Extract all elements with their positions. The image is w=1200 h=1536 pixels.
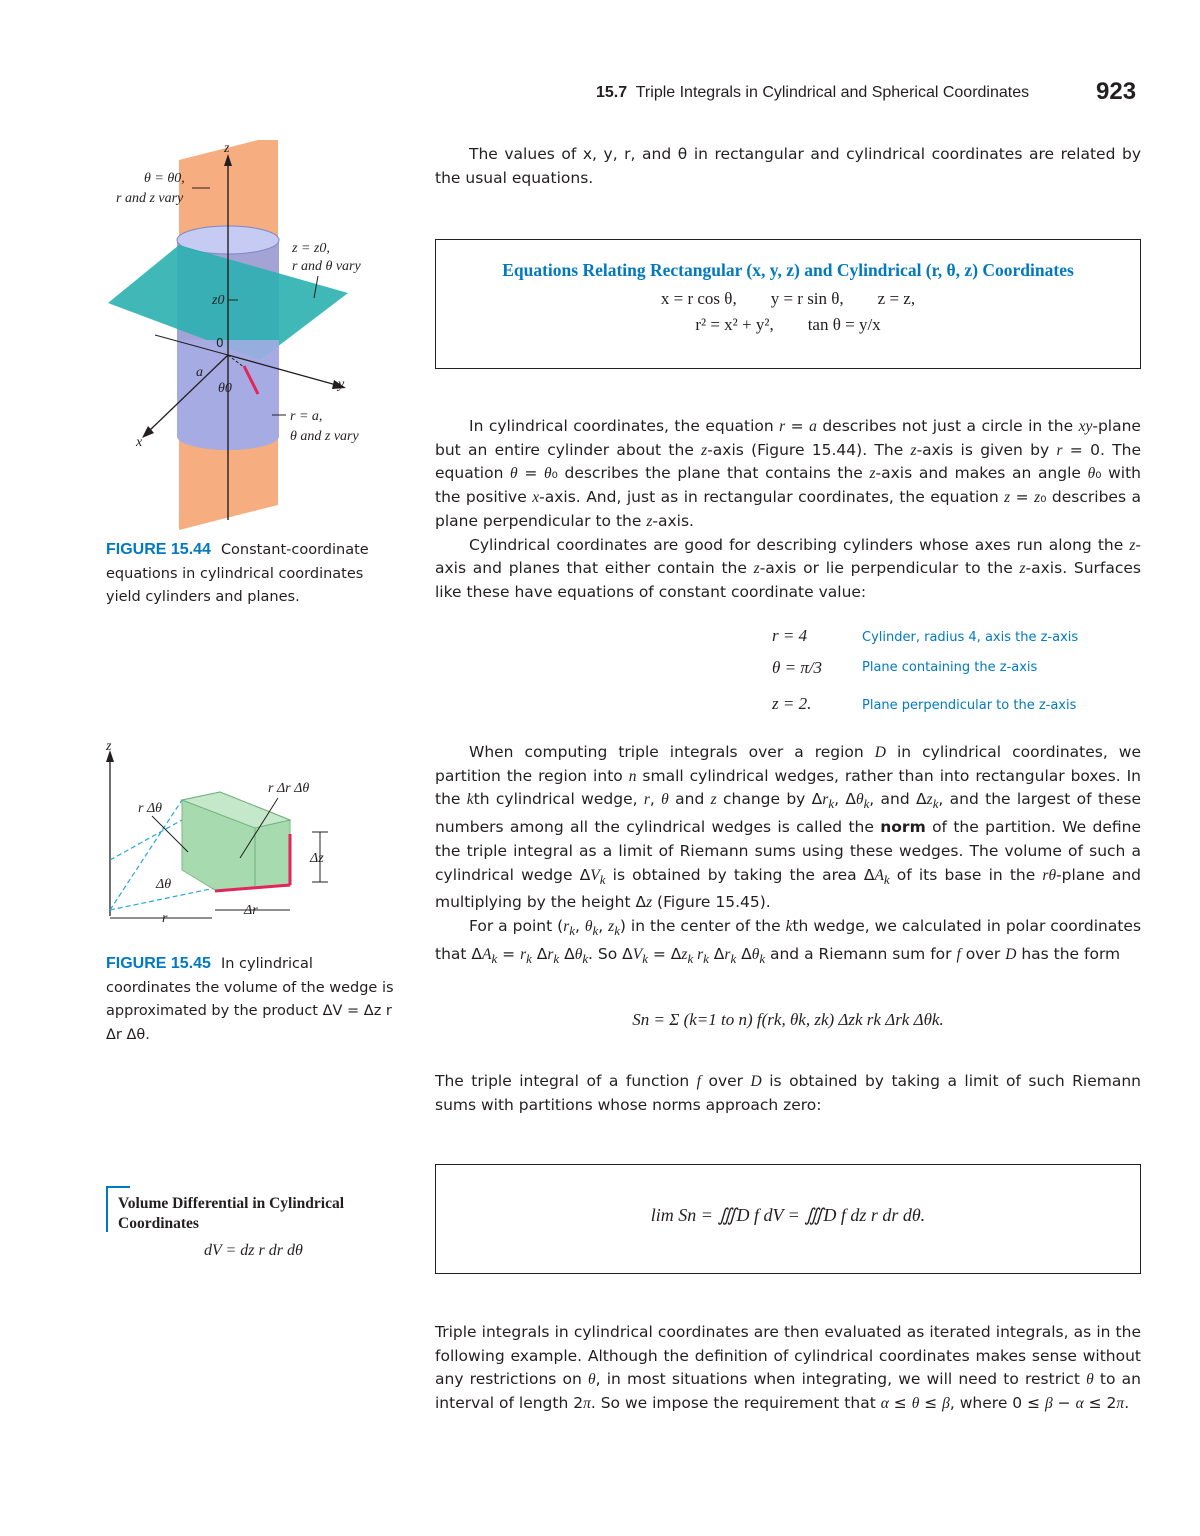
section-title: Triple Integrals in Cylindrical and Spherical Coordinates [635,84,1030,101]
example-lhs: z = 2. [772,694,812,713]
label-r: r [162,911,168,926]
example-row [760,656,1140,694]
label-dtheta: Δθ [156,877,172,892]
label-cyl-vary: θ and z vary [290,429,359,444]
label-plane-z-vary: r and θ vary [292,259,361,274]
intro-text: The values of x, y, r, and θ in rectangular and cylindrical coordinates are related by the usual equations. [435,145,1141,187]
limit-box [435,1164,1141,1274]
paragraph-wedges: When computing triple integrals over a region D in cylindrical coordinates, we partition the region into n small cylindrical wedges, rather than into rectangular boxes. In the kth cylindrical wedge, r, θ and z change by $\Delta r_k$, $\Delta\theta_k$, and $\Delta z_k$, and the largest of these numbers among all the cylindrical wedges is called the norm of the partition. We define the triple integral as a limit of Riemann sums using these wedges. The volume of such a cylindrical wedge $\Delta V_k$ is obtained by taking the area $\Delta A_k$ of its base in the rθ-plane and multiplying by the height Δz (Figure 15.45). [435,743,1142,912]
caption-15-45-label: FIGURE 15.45 [106,955,211,972]
label-cyl-r: r = a, [290,409,323,424]
caption-15-44-text: Constant-coordinate equations in cylindrical coordinates yield cylinders and planes. [106,542,369,605]
example-note: Cylinder, radius 4, axis the z-axis [862,630,1079,645]
equations-box-title: Equations Relating Rectangular (x, y, z) and Cylindrical (r, θ, z) Coordinates [502,260,1074,280]
sidebar-title-line1: Volume Differential in Cylindrical [118,1195,345,1212]
label-plane-theta: θ = θ0, [144,171,185,186]
final-paragraph [435,1321,1141,1416]
limit-equation: lim Sn = ∭D f dV = ∭D f dz r dr dθ. [650,1205,926,1225]
label-r-dtheta: r Δθ [138,801,163,816]
examples-list [760,626,1140,724]
caption-15-44 [106,538,402,610]
equations-line-1: x = r cos θ, y = r sin θ, z = z, [660,289,916,308]
paragraph-cylinder: In cylindrical coordinates, the equation r = a describes not just a circle in the xy-plane but an entire cylinder about the z-axis (Figure 15.44). The z-axis is given by r = 0. The equation θ = θ₀ describes the plane that contains the z-axis and makes an angle θ₀ with the positive x-axis. And, just as in rectangular coordinates, the equation z = z₀ describes a plane perpendicular to the z-axis. [435,417,1142,530]
cylindrical-paragraphs [435,415,1141,605]
radial-dash-1 [110,800,182,910]
figure-15-45 [100,740,340,930]
limit-paragraph [435,1070,1141,1117]
example-note: Plane perpendicular to the z-axis [862,698,1077,713]
paragraph-limit: The triple integral of a function f over D is obtained by taking a limit of such Riemann sums with partitions whose norms approach zero: [435,1072,1142,1114]
sidebar-rule [106,1186,108,1232]
label-z0: z0 [212,293,225,308]
label-theta0: θ0 [218,381,232,396]
caption-15-44-label: FIGURE 15.44 [106,541,211,558]
riemann-paragraphs [435,741,1141,971]
example-note: Plane containing the z-axis [862,660,1038,675]
riemann-sum-equation: Sn = Σ (k=1 to n) f(rk, θk, zk) Δzk rk Δrk Δθk. [632,1010,944,1029]
y-axis-label: y [338,377,345,392]
sidebar-title-line2: Coordinates [118,1215,199,1232]
sidebar-rule-top [106,1186,130,1188]
sidebar-title [118,1194,408,1234]
caption-15-45 [106,952,402,1047]
running-header [596,84,1029,102]
sidebar-formula: dV = dz r dr dθ [204,1242,303,1259]
equations-box [435,239,1141,369]
label-dz: Δz [310,851,324,866]
z-axis-label-2: z [106,740,112,754]
label-r-dr-dtheta: r Δr Δθ [268,781,310,796]
equations-line-2: r² = x² + y², tan θ = y/x [695,315,881,334]
example-lhs: r = 4 [772,626,808,645]
x-axis-label: x [136,435,143,450]
intro-paragraph [435,143,1141,190]
example-row [760,694,1140,724]
caption-15-45-text: In cylindrical coordinates the volume of the wedge is approximated by the product ΔV = Δz r Δr Δθ. [106,956,394,1043]
example-lhs: θ = π/3 [772,658,823,677]
z-axis-label: z [224,141,230,156]
paragraph-good-for: Cylindrical coordinates are good for describing cylinders whose axes run along the z-axis and planes that either contain the z-axis or lie perpendicular to the z-axis. Surfaces like these have equations of constant coordinate value: [435,535,1141,601]
paragraph-point: For a point ($r_k$, $\theta_k$, $z_k$) in the center of the kth wedge, we calculated in polar coordinates that $\Delta A_k = r_k$ $\Delta r_k$ $\Delta\theta_k$. So $\Delta V_k = \Delta z_k$ $r_k$ $\Delta r_k$ $\Delta\theta_k$ and a Riemann sum for f over D has the form [435,917,1142,966]
label-dr: Δr [244,903,258,918]
example-row [760,626,1140,656]
label-plane-theta-vary: r and z vary [116,191,184,206]
section-number: 15.7 [596,84,628,101]
label-origin: 0 [216,336,224,350]
label-a: a [196,365,203,380]
paragraph-iterated: Triple integrals in cylindrical coordinates are then evaluated as iterated integrals, as in the following example. Although the definition of cylindrical coordinates makes sense without any restrictions on θ, in most situations when integrating, we will need to restrict θ to an interval of length 2π. So we impose the requirement that α ≤ θ ≤ β, where 0 ≤ β − α ≤ 2π. [435,1323,1141,1413]
figure-15-44 [100,140,400,530]
page-number: 923 [1096,78,1137,105]
label-plane-z: z = z0, [292,241,330,256]
